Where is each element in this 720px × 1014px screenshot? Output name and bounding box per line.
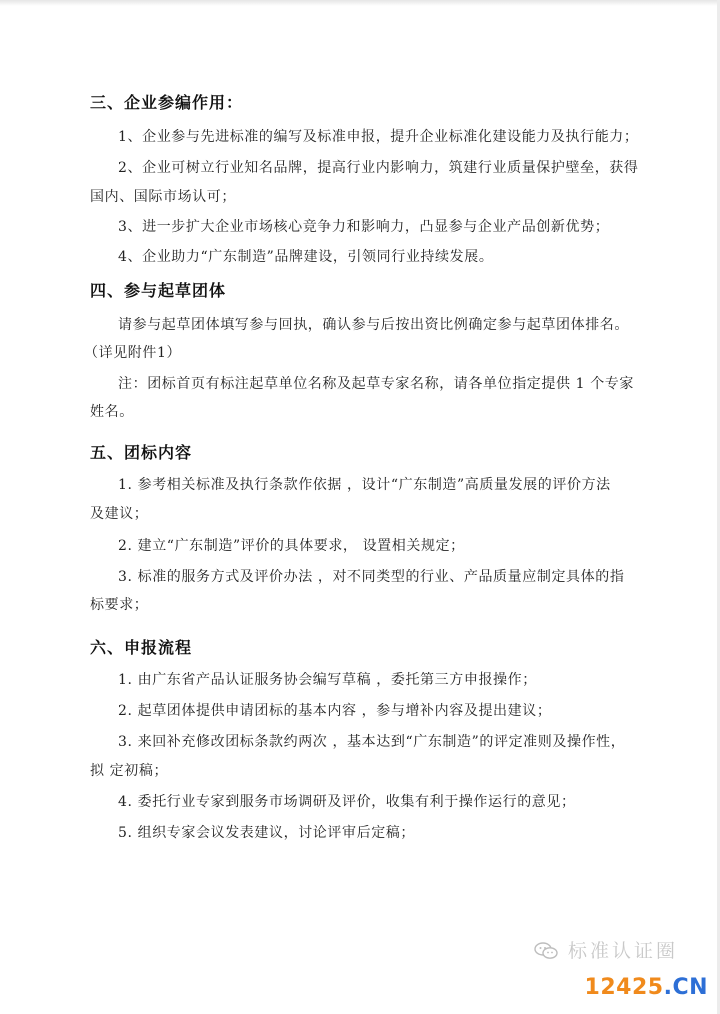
- section-heading: 四、参与起草团体: [90, 281, 227, 300]
- paragraph-line: 1. 由广东省产品认证服务协会编写草稿 ，委托第三方申报操作；: [118, 672, 537, 688]
- paragraph-line: 注：团标首页有标注起草单位名称及起草专家名称，请各单位指定提供 1 个专家: [118, 376, 635, 392]
- paragraph-line: 标要求；: [90, 597, 149, 613]
- section-heading: 三、企业参编作用：: [90, 93, 244, 112]
- watermark-account: 标准认证圈: [568, 940, 679, 962]
- site-dot: .: [663, 975, 673, 1000]
- paragraph-line: 2. 起草团体提供申请团标的基本内容 ，参与增补内容及提出建议；: [118, 703, 552, 719]
- paragraph-line: 4、企业助力“广东制造”品牌建设，引领同行业持续发展。: [118, 249, 494, 265]
- paragraph-line: 3、进一步扩大企业市场核心竞争力和影响力，凸显参与企业产品创新优势；: [118, 219, 610, 235]
- paragraph-line: 4. 委托行业专家到服务市场调研及评价，收集有利于操作运行的意见；: [118, 794, 576, 810]
- paragraph-line: 3. 标准的服务方式及评价办法 ，对不同类型的行业、产品质量应制定具体的指: [118, 569, 625, 585]
- paragraph-line: 及建议；: [90, 506, 149, 522]
- paragraph-line: 国内、国际市场认可；: [90, 189, 236, 205]
- paragraph-line: 1. 参考相关标准及执行条款作依据 ，设计“广东制造”高质量发展的评价方法: [118, 477, 611, 493]
- site-tld: CN: [672, 975, 708, 1000]
- paragraph-line: 1、企业参与先进标准的编写及标准申报，提升企业标准化建设能力及执行能力；: [118, 129, 639, 145]
- watermark-site: [585, 975, 708, 1000]
- paragraph-line: 姓名。: [90, 404, 134, 420]
- section-heading: 六、申报流程: [90, 638, 193, 657]
- paragraph-line: 2、企业可树立行业知名品牌，提高行业内影响力，筑建行业质量保护壁垒，获得: [118, 160, 639, 176]
- section-heading: 五、团标内容: [90, 443, 193, 462]
- paragraph-line: 5. 组织专家会议发表建议，讨论评审后定稿；: [118, 825, 416, 841]
- paragraph-line: 拟 定初稿；: [90, 763, 169, 779]
- watermark: [528, 936, 708, 1006]
- wechat-icon: [534, 942, 558, 960]
- paragraph-line: （详见附件1）: [84, 345, 182, 361]
- paragraph-line: 请参与起草团体填写参与回执，确认参与后按出资比例确定参与起草团体排名。: [118, 317, 629, 333]
- paragraph-line: 2. 建立“广东制造”评价的具体要求， 设置相关规定；: [118, 538, 465, 554]
- paragraph-line: 3. 来回补充修改团标条款约两次 ，基本达到“广东制造”的评定准则及操作性，: [118, 734, 626, 750]
- site-number: 12425: [584, 975, 664, 1000]
